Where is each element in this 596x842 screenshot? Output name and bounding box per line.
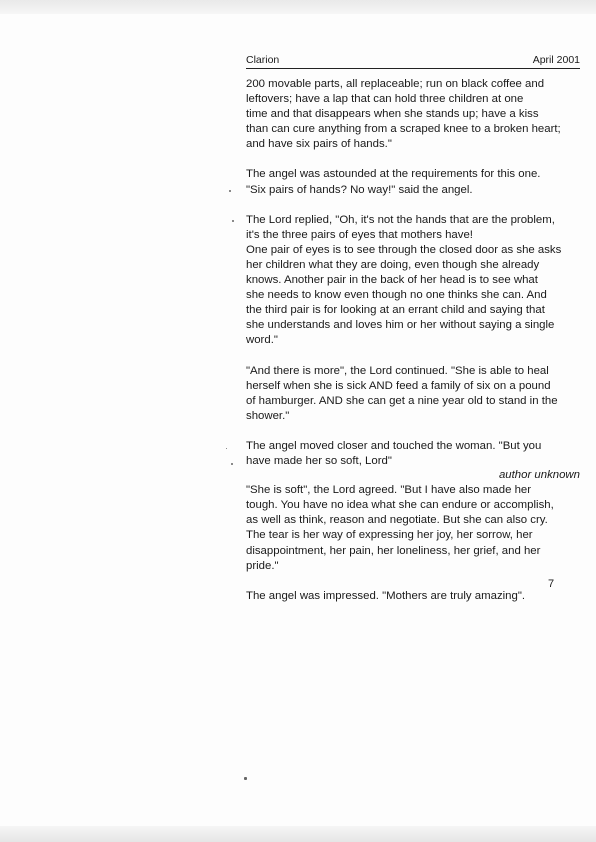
text-line: "She is soft", the Lord agreed. "But I have also made her (246, 484, 532, 497)
page-number: 7 (548, 578, 555, 590)
text-line: knows. Another pair in the back of her head is to see what (246, 274, 538, 287)
text-line: tough. You have no idea what she can endure or accomplish, (246, 499, 554, 512)
text-line: "And there is more", the Lord continued. "She is able to heal (246, 364, 549, 377)
text-line: 200 movable parts, all replaceable; run on black coffee and (246, 78, 545, 90)
paragraph (246, 77, 584, 152)
text-line: her children what they are doing, even though she already (246, 258, 540, 271)
text-line: time and that disappears when she stands up; have a kiss (246, 108, 539, 121)
text-line: The angel moved closer and touched the woman. "But you (246, 439, 542, 452)
paragraph (246, 364, 584, 424)
text-line: pride." (246, 559, 279, 572)
text-line: and have six pairs of hands." (246, 138, 392, 151)
text-line: she needs to know even though no one thinks she can. And (246, 289, 547, 302)
paragraph (246, 483, 584, 574)
text-line: disappointment, her pain, her loneliness, her grief, and her (246, 544, 541, 557)
scan-edge-top (0, 0, 596, 14)
text-line: The tear is her way of expressing her joy, her sorrow, her (246, 529, 533, 542)
text-line: The Lord replied, "Oh, it's not the hands that are the problem, (246, 213, 555, 226)
paragraph (246, 213, 584, 349)
paragraph (246, 167, 584, 197)
text-line: The angel was impressed. "Mothers are truly amazing". (246, 589, 526, 602)
scan-speck (226, 448, 227, 449)
paragraph (246, 589, 584, 604)
header-rule (246, 68, 580, 69)
text-line: of hamburger. AND she can get a nine year old to stand in the (246, 394, 558, 407)
text-line: leftovers; have a lap that can hold three children at one (246, 93, 524, 106)
issue-date: April 2001 (532, 54, 580, 66)
text-line: The angel was astounded at the requirements for this one. (246, 168, 541, 181)
text-line: it's the three pairs of eyes that mothers have! (246, 228, 473, 241)
text-line: she understands and loves him or her without saying a single (246, 319, 555, 332)
scan-speck (229, 190, 231, 192)
scan-edge-bottom (0, 826, 596, 842)
text-line: the third pair is for looking at an errant child and saying that (246, 304, 545, 317)
text-line: as well as think, reason and negotiate. But she can also cry. (246, 514, 548, 527)
text-line: have made her so soft, Lord" (246, 454, 392, 467)
story-body (246, 77, 584, 619)
publication-name: Clarion (246, 54, 280, 66)
text-line: "Six pairs of hands? No way!" said the angel. (246, 183, 473, 196)
text-line: word." (246, 334, 278, 347)
text-line: herself when she is sick AND feed a family of six on a pound (246, 379, 551, 392)
scan-speck (231, 463, 233, 465)
text-line: shower." (246, 409, 290, 422)
paragraph (246, 439, 584, 469)
running-header (246, 54, 580, 68)
scan-speck (244, 777, 247, 780)
scan-speck (232, 220, 234, 222)
text-line: One pair of eyes is to see through the closed door as she asks (246, 243, 562, 256)
attribution: author unknown (498, 469, 580, 482)
text-line: than can cure anything from a scraped knee to a broken heart; (246, 123, 561, 136)
